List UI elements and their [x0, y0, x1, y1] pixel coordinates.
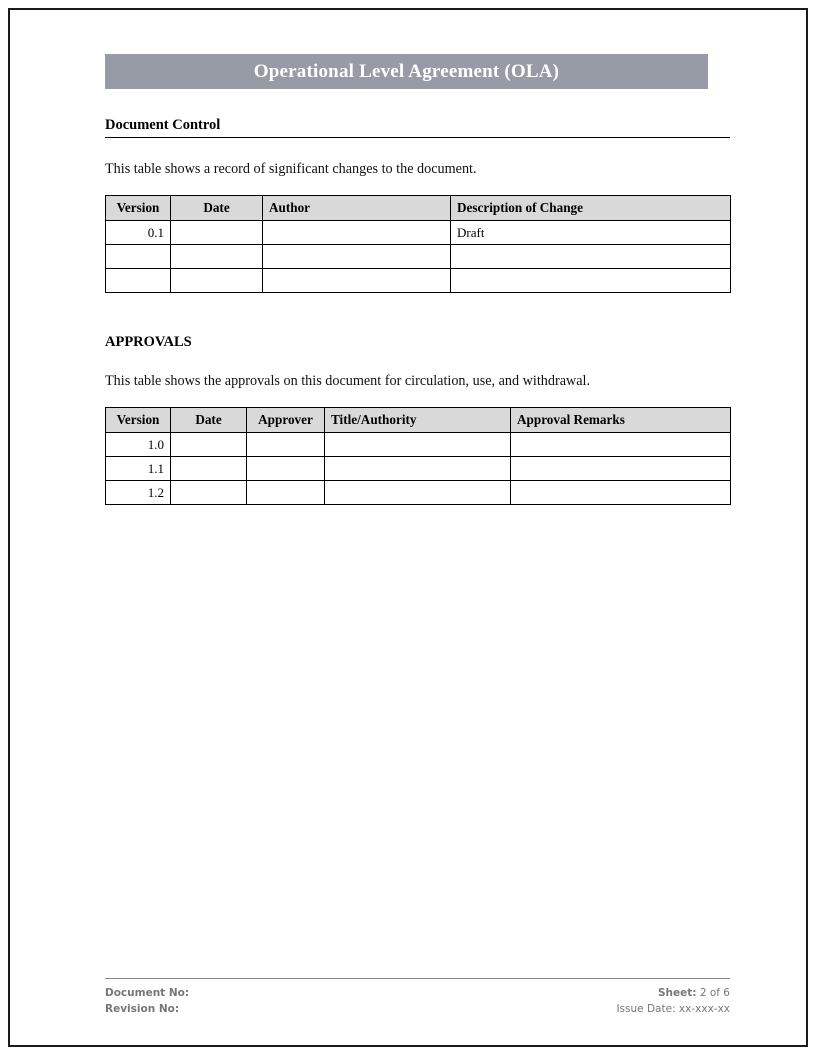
column-header-title-authority: Title/Authority [325, 408, 511, 433]
page-footer [105, 978, 730, 1018]
cell-version[interactable]: 0.1 [106, 221, 171, 245]
cell-date[interactable] [171, 457, 247, 481]
cell-remarks[interactable] [511, 481, 731, 505]
cell-description[interactable]: Draft [451, 221, 731, 245]
cell-remarks[interactable] [511, 433, 731, 457]
footer-content [105, 979, 730, 1018]
column-header-approval-remarks: Approval Remarks [511, 408, 731, 433]
spacer [97, 89, 722, 117]
footer-left-block [105, 985, 189, 1018]
table-row [106, 245, 731, 269]
spacer [97, 391, 722, 407]
footer-issue-date [616, 1001, 730, 1017]
document-content [97, 54, 722, 505]
cell-date[interactable] [171, 245, 263, 269]
footer-sheet-value: 2 of 6 [699, 987, 730, 999]
column-header-date: Date [171, 408, 247, 433]
footer-sheet-label: Sheet: [657, 987, 697, 999]
column-header-description-of-change: Description of Change [451, 196, 731, 221]
table-header-row [106, 196, 731, 221]
cell-author[interactable] [263, 245, 451, 269]
column-header-date: Date [171, 196, 263, 221]
cell-author[interactable] [263, 269, 451, 293]
table-row [106, 481, 731, 505]
table-row [106, 457, 731, 481]
column-header-version: Version [106, 408, 171, 433]
approvals-intro: This table shows the approvals on this document for circulation, use, and withdrawal. [105, 373, 591, 390]
column-header-approver: Approver [247, 408, 325, 433]
page-canvas [10, 10, 806, 1045]
cell-title-authority[interactable] [325, 481, 511, 505]
table-row [106, 269, 731, 293]
approvals-table [105, 407, 731, 505]
cell-date[interactable] [171, 433, 247, 457]
cell-approver[interactable] [247, 457, 325, 481]
cell-author[interactable] [263, 221, 451, 245]
footer-issue-date-label: Issue Date: [616, 1003, 676, 1016]
spacer [97, 354, 722, 372]
cell-title-authority[interactable] [325, 433, 511, 457]
cell-version[interactable] [106, 269, 171, 293]
cell-description[interactable] [451, 269, 731, 293]
column-header-version: Version [106, 196, 171, 221]
document-title-banner [105, 54, 708, 89]
table-row [106, 221, 731, 245]
footer-issue-date-value: xx-xxx-xx [678, 1003, 730, 1016]
cell-title-authority[interactable] [325, 457, 511, 481]
cell-date[interactable] [171, 221, 263, 245]
footer-right-block [616, 985, 730, 1018]
table-header-row [106, 408, 731, 433]
document-control-table [105, 195, 731, 293]
cell-version[interactable] [106, 245, 171, 269]
spacer [97, 321, 722, 334]
cell-description[interactable] [451, 245, 731, 269]
page-frame [8, 8, 808, 1047]
page-title: Operational Level Agreement (OLA) [253, 60, 560, 82]
footer-document-no [105, 985, 189, 1001]
footer-sheet [616, 985, 730, 1001]
cell-date[interactable] [171, 269, 263, 293]
spacer [97, 138, 722, 160]
cell-approver[interactable] [247, 433, 325, 457]
footer-revision-no-label: Revision No: [105, 1003, 180, 1016]
table-row [106, 433, 731, 457]
cell-remarks[interactable] [511, 457, 731, 481]
footer-revision-no [105, 1001, 189, 1017]
cell-version[interactable]: 1.0 [106, 433, 171, 457]
spacer [97, 293, 722, 321]
cell-approver[interactable] [247, 481, 325, 505]
document-control-intro: This table shows a record of significant changes to the document. [105, 161, 477, 177]
footer-document-no-label: Document No: [105, 987, 190, 999]
section-heading-document-control: Document Control [105, 117, 730, 138]
spacer [97, 179, 722, 195]
column-header-author: Author [263, 196, 451, 221]
cell-date[interactable] [171, 481, 247, 505]
section-heading-approvals: APPROVALS [105, 334, 192, 351]
cell-version[interactable]: 1.1 [106, 457, 171, 481]
cell-version[interactable]: 1.2 [106, 481, 171, 505]
